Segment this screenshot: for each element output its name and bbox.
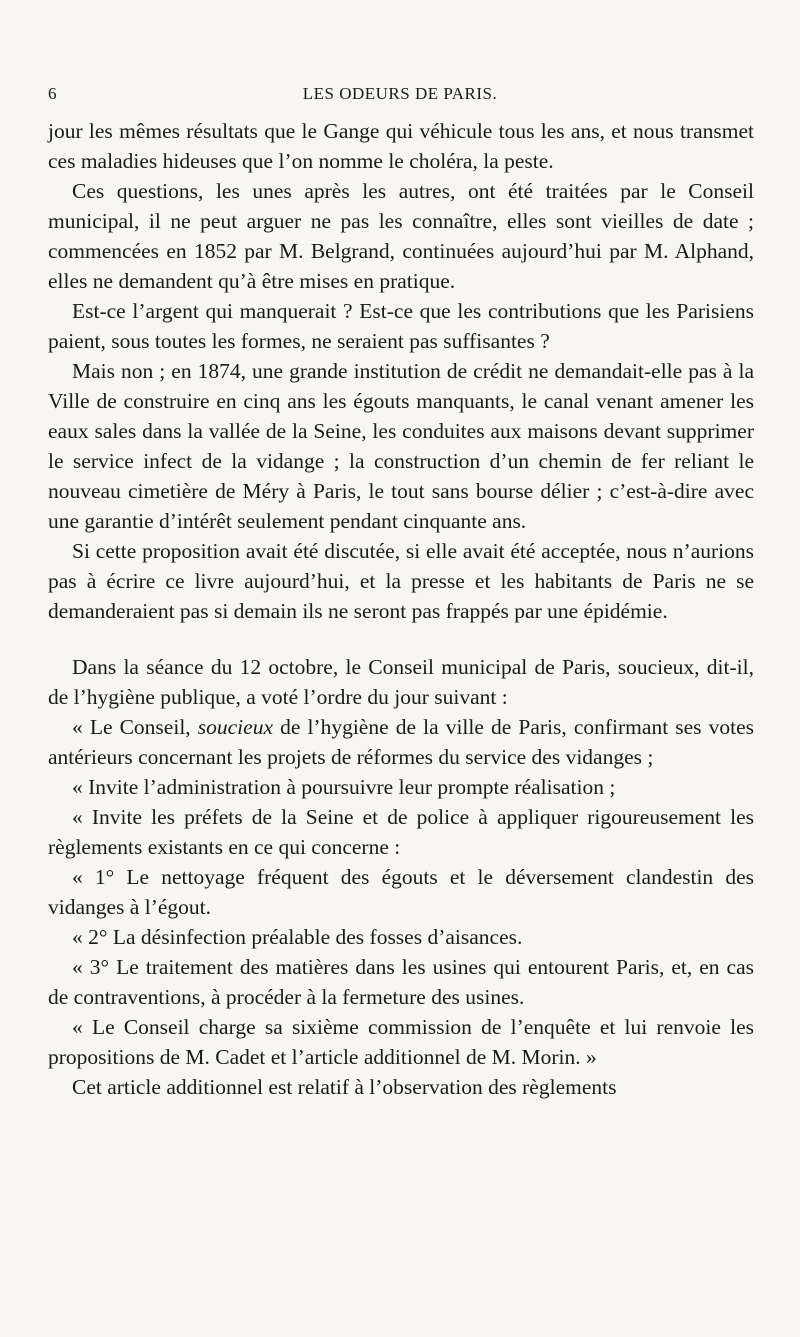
resolution-item: « 2° La désinfection préalable des fosses d’aisances. xyxy=(72,925,523,949)
resolution-item: « 3° Le traitement des matières dans les usines qui entourent Paris, et, en cas de contraventions, à procéder à la fermeture des usines. xyxy=(48,955,754,1009)
resolution-item: « Invite les préfets de la Seine et de police à appliquer rigoureusement les règlements existants en ce qui concerne : xyxy=(48,805,754,859)
resolution-text: « Le Conseil, xyxy=(72,715,198,739)
paragraph: Mais non ; en 1874, une grande institution de crédit ne demandait-elle pas à la Ville de construire en cinq ans les égouts manquants, le canal venant amener les eaux sales dans la vallée de la Seine, les conduites aux maisons devant supprimer le service infect de la vidange ; la construction d’un chemin de fer reliant le nouveau cimetière de Méry à Paris, le tout sans bourse délier ; c’est-à-dire avec une garantie d’intérêt seulement pendant cinquante ans. xyxy=(48,359,754,533)
emphasis-soucieux: soucieux xyxy=(197,715,273,739)
resolution-item: « Le Conseil charge sa sixième commission de l’enquête et lui renvoie les propositions de M. Cadet et l’article additionnel de M. Morin. » xyxy=(48,1015,754,1069)
page-number: 6 xyxy=(48,84,57,103)
paragraph: Cet article additionnel est relatif à l’observation des règlements xyxy=(72,1075,617,1099)
resolution-preamble xyxy=(48,712,754,772)
page-header xyxy=(48,84,752,108)
body-text xyxy=(48,116,754,1102)
paragraph: Est-ce l’argent qui manquerait ? Est-ce que les contributions que les Parisiens paient, sous toutes les formes, ne seraient pas suffisantes ? xyxy=(48,299,754,353)
paragraph: Si cette proposition avait été discutée, si elle avait été acceptée, nous n’aurions pas à écrire ce livre aujourd’hui, et la presse et les habitants de Paris ne se demanderaient pas si demain ils ne seront pas frappés par une épidémie. xyxy=(48,539,754,623)
resolution-item: « Invite l’administration à poursuivre leur prompte réalisation ; xyxy=(72,775,616,799)
paragraph: Ces questions, les unes après les autres, ont été traitées par le Conseil municipal, il ne peut arguer ne pas les connaître, elles sont vieilles de date ; commencées en 1852 par M. Belgrand, continuées aujourd’hui par M. Alphand, elles ne demandent qu’à être mises en pratique. xyxy=(48,179,754,293)
running-title: LES ODEURS DE PARIS. xyxy=(302,84,498,103)
resolution-item: « 1° Le nettoyage fréquent des égouts et le déversement clandestin des vidanges à l’égout. xyxy=(48,865,754,919)
paragraph-continuation: jour les mêmes résultats que le Gange qui véhicule tous les ans, et nous transmet ces maladies hideuses que l’on nomme le choléra, la peste. xyxy=(48,119,754,173)
paragraph: Dans la séance du 12 octobre, le Conseil municipal de Paris, soucieux, dit-il, de l’hygiène publique, a voté l’ordre du jour suivant : xyxy=(48,655,754,709)
resolution-text: de l’hygiène de la ville de Paris, confirmant ses votes antérieurs concernant les projets de réformes du service des vidanges ; xyxy=(48,715,754,769)
section-gap xyxy=(48,626,754,652)
